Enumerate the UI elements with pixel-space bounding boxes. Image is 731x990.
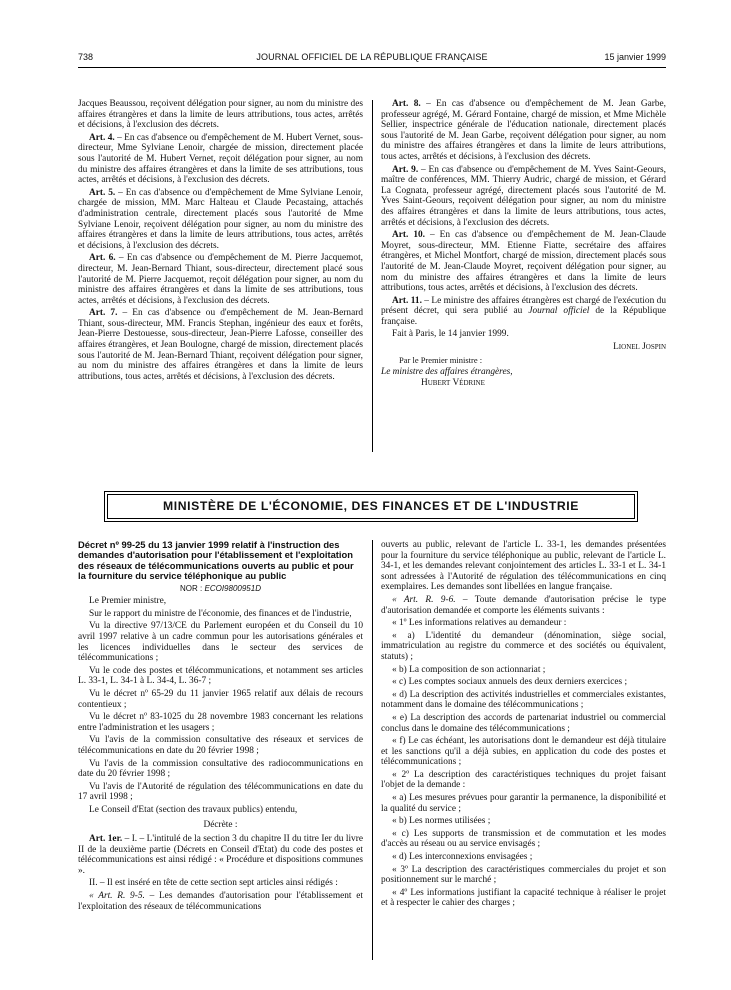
list-item: « c) Les comptes sociaux annuels des deux derniers exercices ; — [392, 677, 628, 688]
top-right-column — [381, 99, 666, 390]
article-7: Art. 7. – En cas d'absence ou d'empêchement de M. Jean-Bernard Thiant, sous-directeur, MM. Francis Stephan, ingénieur des eaux et forêts, Jean-Pierre Destouesse, sous-directeur, Jean-Pierre Lafosse, conseiller des affaires étrangères, et Jean Boulogne, chargé de mission, directement placés sous l'autorité de M. Jean-Bernard Thiant, reçoivent délégation pour signer, au nom du ministre des affaires étrangères et dans la limite de leurs attributions, tous actes, arrêtés et décisions, à l'exclusion des décrets. — [78, 308, 363, 382]
top-left-column — [78, 99, 363, 384]
visa: Vu le décret nº 83-1025 du 28 novembre 1983 concernant les relations entre l'administration et les usagers ; — [78, 712, 363, 733]
article-6: Art. 6. – En cas d'absence ou d'empêchement de M. Pierre Jacquemot, directeur, M. Jean-Bernard Thiant, sous-directeur, directement placé sous l'autorité de M. Pierre Jacquemot, reçoit délégation pour signer, au nom du ministre des affaires étrangères et dans la limite de ses attributions, tous actes, arrêtés et décisions, à l'exclusion des décrets. — [78, 253, 364, 306]
visa: Vu le code des postes et télécommunications, et notamment ses articles L. 33-1, L. 34-1 à L. 34-4, L. 36-7 ; — [78, 665, 363, 687]
list-item: « c) Les supports de transmission et de commutation et les modes d'accès au réseau ou au service envisagés ; — [381, 828, 666, 850]
article-11: Art. 11. – Le ministre des affaires étrangères est chargé de l'exécution du présent décret, qui sera publié au Journal officiel de la République française. — [381, 295, 667, 327]
list-item: « a) L'identité du demandeur (dénomination, siège social, immatriculation au registre du commerce et des sociétés ou équivalent, statuts) ; — [381, 630, 666, 662]
signatory: Lionel Jospin — [613, 342, 666, 353]
decree-right-column — [381, 540, 666, 911]
list-item: « b) La composition de son actionnariat ; — [392, 664, 546, 675]
decree-title: Décret nº 99-25 du 13 janvier 1999 relatif à l'instruction des demandes d'autorisation pour l'établissement et l'exploitation des réseaux de télécommunications ouverts au public et pour la fourniture du service téléphonique au public — [78, 539, 354, 582]
decree-left-column — [78, 540, 363, 914]
minister-title: Le ministre des affaires étrangères, — [381, 367, 513, 378]
paragraph: ouverts au public, relevant de l'article L. 33-1, les demandes présentées pour la fourniture du service téléphonique au public, relevant de l'article L. 34-1, et les demandes relevant conjointement des articles L. 33-1 et L. 34-1 sont adressées à l'Autorité de régulation des télécommunications en cinq exemplaires. Les demandes sont libellées en langue française. — [381, 540, 666, 593]
column-divider-bottom — [372, 540, 373, 960]
issue-date: 15 janvier 1999 — [604, 52, 666, 62]
article-10: Art. 10. – En cas d'absence ou d'empêchement de M. Jean-Claude Moyret, sous-directeur, MM. Etienne Fiatte, secrétaire des affaires étrangères, et Michel Montfort, chargé de mission, directement placés sous l'autorité de M. Jean-Claude Moyret, reçoivent délégation pour signer, au nom du ministre des affaires étrangères et dans la limite de leurs attributions, tous actes, arrêtés et décisions, à l'exclusion des décrets. — [381, 230, 667, 294]
list-item: « d) Les interconnexions envisagées ; — [392, 852, 533, 863]
visa: Vu l'avis de la commission consultative des réseaux et services de télécommunications en date du 20 février 1998 ; — [78, 735, 363, 756]
list-item: « e) La description des accords de partenariat industriel ou commercial conclus dans le domaine des télécommunications ; — [381, 712, 666, 734]
paragraph: Jacques Beaussou, reçoivent délégation pour signer, au nom du ministre des affaires étrangères et dans la limite de leurs attributions, tous actes, arrêtés et décisions, à l'exclusion des décrets. — [78, 99, 363, 131]
article-1: Art. 1er. – I. – L'intitulé de la section 3 du chapitre II du titre Ier du livre II de la deuxième partie (Décrets en Conseil d'Etat) du code des postes et télécommunications est ainsi rédigé : « Procédure et dispositions communes ». — [78, 834, 363, 876]
journal-title: JOURNAL OFFICIEL DE LA RÉPUBLIQUE FRANÇAISE — [256, 52, 488, 62]
premier-ministre: Le Premier ministre, — [89, 596, 167, 607]
ministry-heading: MINISTÈRE DE L'ÉCONOMIE, DES FINANCES ET DE L'INDUSTRIE — [107, 494, 635, 519]
article-8: Art. 8. – En cas d'absence ou d'empêchement de M. Jean Garbe, professeur agrégé, M. Gérard Fontaine, chargé de mission, et Mme Michèle Sellier, inspectrice générale de l'éducation nationale, directement placés sous l'autorité de M. Jean Garbe, reçoivent délégation pour signer, au nom du ministre des affaires étrangères et dans la limite de leurs attributions, tous actes, arrêtés et décisions, à l'exclusion des décrets. — [381, 99, 667, 162]
list-item: « 3º La description des caractéristiques commerciales du projet et son positionnement sur le marché ; — [381, 864, 666, 886]
list-item: « 4º Les informations justifiant la capacité technique à réaliser le projet et à respecter le cahier des charges ; — [381, 887, 666, 909]
decrete: Décrète : — [203, 819, 238, 830]
visa: Vu l'avis de l'Autorité de régulation des télécommunications en date du 17 avril 1998 ; — [78, 781, 363, 803]
article-9: Art. 9. – En cas d'absence ou d'empêchement de M. Yves Saint-Geours, maître de conférences, MM. Thierry Audric, chargé de mission, et Gérard La Cognata, professeur agrégé, directement placés sous l'autorité de M. Yves Saint-Geours, reçoivent délégation pour signer, au nom du ministre des affaires étrangères et dans la limite de leurs attributions, tous actes, arrêtés et décisions, à l'exclusion des décrets. — [381, 164, 667, 228]
by-prime-minister: Par le Premier ministre : — [399, 354, 483, 365]
article-1-ii: II. – Il est inséré en tête de cette section sept articles ainsi rédigés : — [89, 878, 338, 889]
nor-reference: NOR : ECOI9800951D — [180, 583, 261, 593]
article-5: Art. 5. – En cas d'absence ou d'empêchement de Mme Sylviane Lenoir, chargée de mission, MM. Marc Halteau et Claude Pecastaing, attachés d'administration centrale, directement placés sous l'autorité de Mme Sylviane Lenoir, reçoivent délégation pour signer, au nom du ministre des affaires étrangères et dans la limite de leurs attributions, tous actes, arrêtés et décisions, à l'exclusion des décrets. — [78, 187, 363, 251]
column-divider-top — [372, 100, 373, 452]
list-item: « b) Les normes utilisées ; — [392, 816, 491, 827]
visa: Vu la directive 97/13/CE du Parlement européen et du Conseil du 10 avril 1997 relative à un cadre commun pour les autorisations générales et les licences individuelles dans le secteur des services de télécommunications ; — [78, 621, 363, 664]
visa: Vu l'avis de la commission consultative des radiocommunications en date du 20 février 1998 ; — [78, 758, 363, 780]
list-item: « a) Les mesures prévues pour garantir la permanence, la disponibilité et la qualité du service ; — [381, 793, 666, 814]
visa: Vu le décret nº 65-29 du 11 janvier 1965 relatif aux délais de recours contentieux ; — [78, 688, 363, 710]
list-item: « 1º Les informations relatives au demandeur : — [392, 618, 567, 629]
visa: Sur le rapport du ministre de l'économie, des finances et de l'industrie, — [89, 608, 352, 619]
done-at: Fait à Paris, le 14 janvier 1999. — [392, 329, 509, 340]
article-r-9-6: « Art. R. 9-6. – Toute demande d'autorisation précise le type d'autorisation demandée et comporte les éléments suivants : — [381, 594, 666, 616]
header-rule — [78, 67, 666, 68]
visa: Le Conseil d'Etat (section des travaux publics) entendu, — [89, 804, 298, 815]
page-header — [78, 52, 666, 66]
article-4: Art. 4. – En cas d'absence ou d'empêchement de M. Hubert Vernet, sous-directeur, Mme Sylviane Lenoir, chargée de mission, directement placée sous l'autorité de M. Hubert Vernet, reçoit délégation pour signer, au nom du ministre des affaires étrangères et dans la limite de ses attributions, tous actes, arrêtés et décisions, à l'exclusion des décrets. — [78, 132, 364, 186]
page-number: 738 — [78, 52, 94, 62]
minister-name: Hubert Védrine — [421, 377, 485, 388]
list-item: « 2º La description des caractéristiques techniques du projet faisant l'objet de la demande : — [381, 769, 666, 791]
article-r-9-5: « Art. R. 9-5. – Les demandes d'autorisation pour l'établissement et l'exploitation des réseaux de télécommunications — [78, 891, 363, 912]
list-item: « d) La description des activités industrielles et commerciales existantes, notamment dans le domaine des télécommunications ; — [381, 689, 666, 711]
list-item: « f) Le cas échéant, les autorisations dont le demandeur est déjà titulaire et les sanctions qu'il a déjà subies, en application du code des postes et télécommunications ; — [381, 736, 666, 768]
